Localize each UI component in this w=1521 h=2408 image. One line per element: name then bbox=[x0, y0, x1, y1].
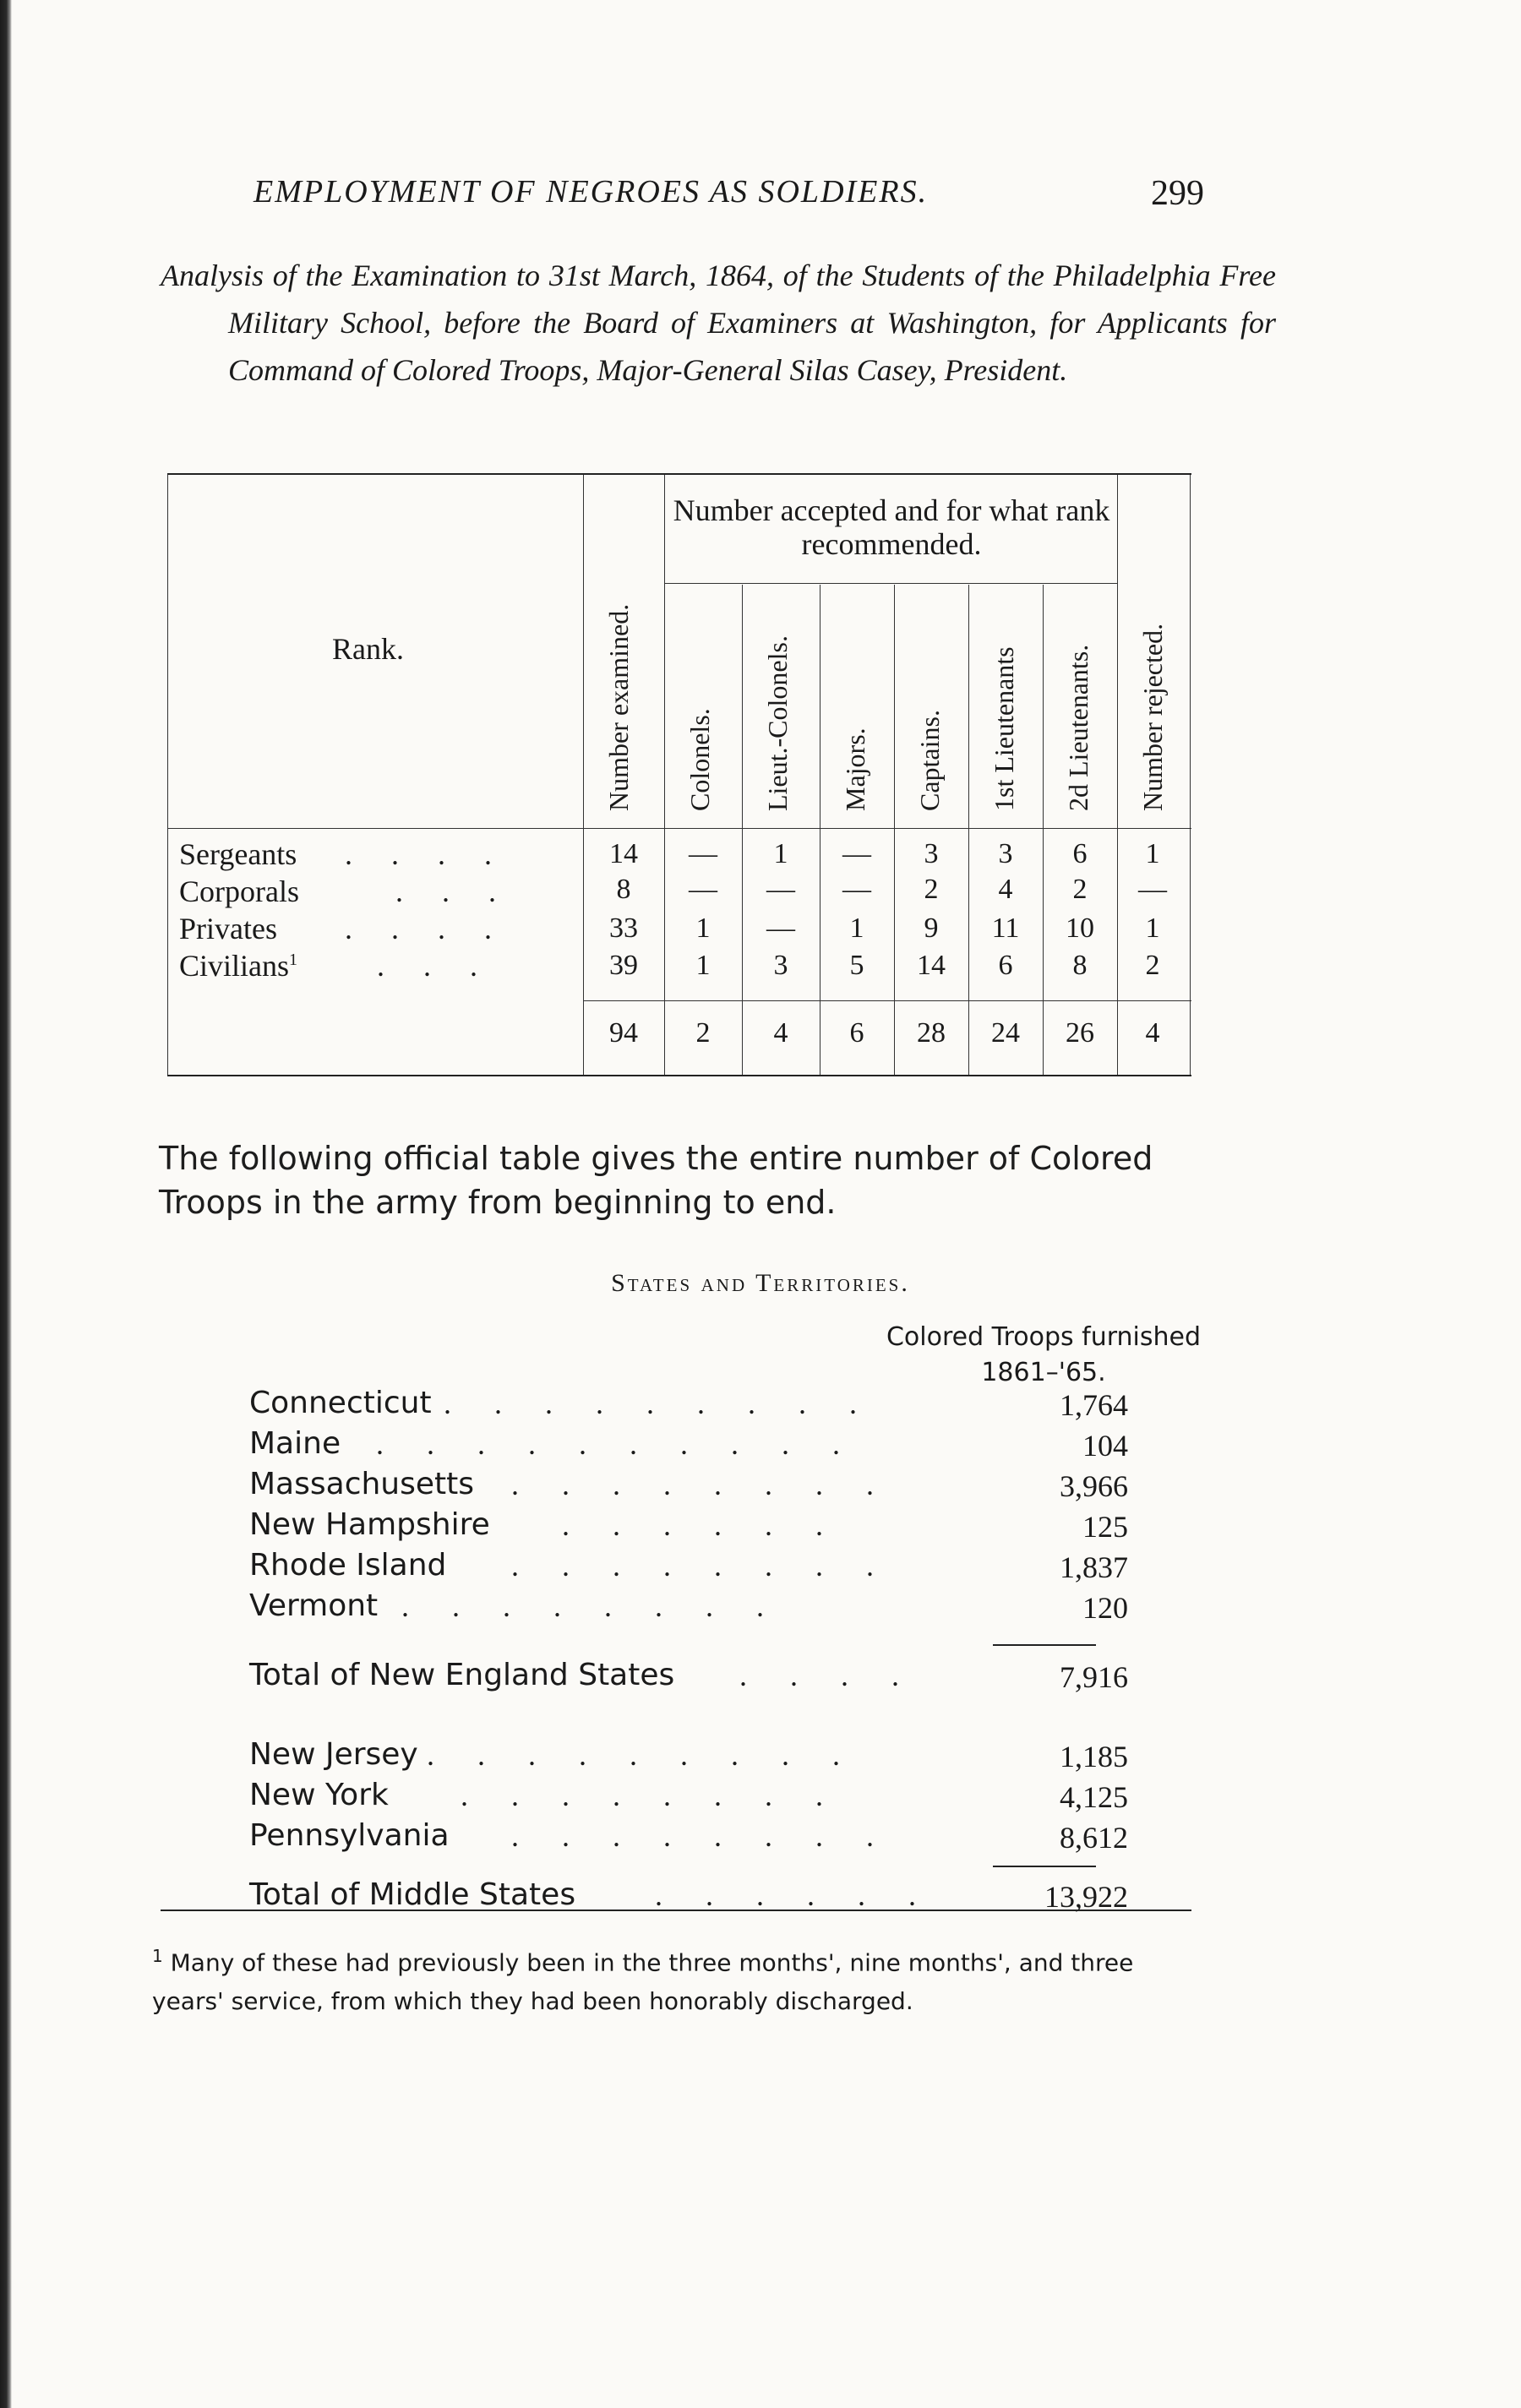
total-cell: 6 bbox=[849, 1017, 864, 1049]
troops-column-heading bbox=[883, 1320, 1204, 1391]
state-value: 1,764 bbox=[1060, 1388, 1128, 1422]
rejected-cell: — bbox=[1138, 874, 1167, 905]
state-name: Connecticut bbox=[249, 1386, 432, 1420]
table-cell: 5 bbox=[849, 950, 864, 981]
column-heading-line: Colored Troops furnished bbox=[886, 1322, 1202, 1352]
table-cell: 2 bbox=[1072, 874, 1088, 905]
majors-header: Majors. bbox=[840, 727, 870, 811]
leader-dots: . . . . . . bbox=[655, 1878, 919, 1912]
state-value: 4,125 bbox=[1060, 1780, 1128, 1814]
examined-header: Number examined. bbox=[603, 603, 634, 811]
subtotal-rule bbox=[993, 1866, 1096, 1867]
table-cell: 3 bbox=[924, 838, 939, 869]
examined-cell: 14 bbox=[609, 838, 638, 869]
state-name: New Hampshire bbox=[249, 1507, 490, 1542]
lieut-colonels-header: Lieut.-Colonels. bbox=[762, 635, 793, 811]
rejected-cell: 1 bbox=[1145, 913, 1160, 944]
state-row bbox=[249, 1386, 1128, 1425]
state-row bbox=[249, 1778, 1128, 1817]
table-cell: 3 bbox=[998, 838, 1013, 869]
rejected-total: 4 bbox=[1145, 1017, 1160, 1049]
state-value: 104 bbox=[1082, 1429, 1128, 1463]
table-cell: 1 bbox=[849, 913, 864, 944]
state-name: Rhode Island bbox=[249, 1548, 447, 1583]
captains-header: Captains. bbox=[914, 710, 945, 811]
total-cell: 24 bbox=[991, 1017, 1020, 1049]
rejected-cell: 2 bbox=[1145, 950, 1160, 981]
subtotal-label: Total of New England States bbox=[249, 1658, 675, 1692]
subtotal-row bbox=[249, 1658, 1128, 1697]
state-name: Vermont bbox=[249, 1588, 379, 1623]
table-cell: — bbox=[842, 838, 871, 869]
table-rule bbox=[1190, 475, 1191, 1075]
table-cell: — bbox=[842, 874, 871, 905]
total-cell: 26 bbox=[1066, 1017, 1094, 1049]
table-rule bbox=[167, 475, 168, 1075]
body-paragraph: The following official table gives the entire number of Colored Troops in the army from beginning to end. bbox=[159, 1140, 1153, 1221]
leader-dots: . . . . . . . . . bbox=[427, 1738, 842, 1772]
table-cell: 8 bbox=[1072, 950, 1088, 981]
state-row bbox=[249, 1737, 1128, 1776]
table-cell: — bbox=[766, 874, 795, 905]
leader-dots: . . . . . . . . bbox=[401, 1589, 766, 1623]
total-cell: 28 bbox=[917, 1017, 946, 1049]
rejected-cell: 1 bbox=[1145, 838, 1160, 869]
state-name: New Jersey bbox=[249, 1737, 418, 1772]
table-rule bbox=[968, 585, 969, 1075]
table-cell: 1 bbox=[695, 950, 711, 981]
state-value: 125 bbox=[1082, 1510, 1128, 1544]
state-row bbox=[249, 1426, 1128, 1465]
group-header-rule bbox=[664, 583, 1117, 584]
table-rule bbox=[664, 475, 665, 1075]
state-row bbox=[249, 1548, 1128, 1587]
table-cell: — bbox=[766, 913, 795, 944]
state-row bbox=[249, 1507, 1128, 1546]
leader-dots: . . . bbox=[377, 949, 479, 983]
state-value: 1,185 bbox=[1060, 1740, 1128, 1773]
leader-dots: . . . . . . . . bbox=[511, 1468, 876, 1501]
table-cell: 6 bbox=[998, 950, 1013, 981]
state-name: New York bbox=[249, 1778, 389, 1812]
leader-dots: . . . . . . . . bbox=[511, 1819, 876, 1853]
state-name: Maine bbox=[249, 1426, 341, 1461]
examined-cell: 33 bbox=[609, 913, 638, 944]
header-bottom-rule bbox=[167, 828, 1191, 829]
table-cell: — bbox=[689, 874, 717, 905]
state-value: 3,966 bbox=[1060, 1469, 1128, 1503]
column-heading-line: 1861–'65. bbox=[981, 1358, 1106, 1387]
table-rule bbox=[1043, 585, 1044, 1075]
row-label: Corporals bbox=[179, 874, 299, 908]
subtotal-rule bbox=[993, 1644, 1096, 1646]
leader-dots: . . . . . . . . . bbox=[444, 1387, 859, 1420]
table-rule bbox=[742, 585, 743, 1075]
rank-header: Rank. bbox=[332, 632, 404, 666]
examined-cell: 39 bbox=[609, 950, 638, 981]
subtotal-value: 13,922 bbox=[1044, 1880, 1128, 1914]
table-rule bbox=[583, 475, 584, 1075]
row-label: Privates bbox=[179, 912, 277, 945]
row-label: Civilians$^1$ bbox=[179, 949, 298, 983]
accepted-group-header: Number accepted and for what rank recommended. bbox=[673, 493, 1110, 561]
table-cell: 14 bbox=[917, 950, 946, 981]
table-cell: 11 bbox=[991, 913, 1020, 944]
leader-dots: . . . . . . . . bbox=[511, 1549, 876, 1583]
table-cell: 10 bbox=[1066, 913, 1094, 944]
footnote-rule bbox=[161, 1910, 1191, 1911]
states-heading: States and Territories. bbox=[611, 1269, 910, 1297]
page-binding-edge bbox=[0, 0, 12, 2408]
rejected-header: Number rejected. bbox=[1137, 623, 1168, 811]
leader-dots: . . . . . . . . bbox=[461, 1779, 826, 1812]
table-cell: 3 bbox=[773, 950, 788, 981]
leader-dots: . . . . . . bbox=[562, 1508, 826, 1542]
examined-total: 94 bbox=[609, 1017, 638, 1049]
table-cell: 2 bbox=[924, 874, 939, 905]
footnote-marker: 1 bbox=[152, 1946, 163, 1966]
colonels-header: Colonels. bbox=[684, 708, 715, 811]
rank-examination-table bbox=[167, 473, 1191, 1076]
leader-dots: . . . . bbox=[345, 837, 493, 871]
leader-dots: . . . . bbox=[345, 912, 493, 945]
running-title: EMPLOYMENT OF NEGROES AS SOLDIERS. bbox=[254, 174, 929, 210]
leader-dots: . . . . bbox=[739, 1659, 902, 1692]
leader-dots: . . . bbox=[395, 874, 498, 908]
subtotal-label: Total of Middle States bbox=[249, 1877, 576, 1912]
table-cell: 6 bbox=[1072, 838, 1088, 869]
sum-rule bbox=[583, 1000, 1191, 1001]
footnote bbox=[152, 1937, 1191, 2021]
first-lieutenants-header: 1st Lieutenants bbox=[989, 646, 1019, 811]
state-name: Massachusetts bbox=[249, 1467, 475, 1501]
table-rule bbox=[1117, 475, 1118, 1075]
table-caption: Analysis of the Examination to 31st March, 1864, of the Students of the Philadelphia Free Military School, before the Board of Examiners at Washington, for Applicants for Command of Colored Troops, Major-General Silas Casey, President. bbox=[161, 259, 1276, 387]
state-value: 1,837 bbox=[1060, 1550, 1128, 1584]
table-cell: 1 bbox=[773, 838, 788, 869]
leader-dots: . . . . . . . . . . bbox=[376, 1427, 842, 1461]
page-number: 299 bbox=[1151, 174, 1204, 213]
second-lieutenants-header: 2d Lieutenants. bbox=[1063, 644, 1093, 811]
table-cell: 4 bbox=[998, 874, 1013, 905]
state-value: 8,612 bbox=[1060, 1821, 1128, 1855]
examined-cell: 8 bbox=[616, 874, 631, 905]
table-cell: 9 bbox=[924, 913, 939, 944]
total-cell: 2 bbox=[695, 1017, 711, 1049]
table-cell: 1 bbox=[695, 913, 711, 944]
table-rule bbox=[894, 585, 895, 1075]
total-cell: 4 bbox=[773, 1017, 788, 1049]
table-cell: — bbox=[689, 838, 717, 869]
state-row bbox=[249, 1467, 1128, 1506]
footnote-text: Many of these had previously been in the three months', nine months', and three years' service, from which they had been honorably discharged. bbox=[152, 1948, 1134, 2016]
state-value: 120 bbox=[1082, 1591, 1128, 1625]
subtotal-value: 7,916 bbox=[1060, 1660, 1128, 1694]
state-row bbox=[249, 1818, 1128, 1857]
state-row bbox=[249, 1588, 1128, 1627]
row-label: Sergeants bbox=[179, 837, 297, 871]
state-name: Pennsylvania bbox=[249, 1818, 450, 1853]
